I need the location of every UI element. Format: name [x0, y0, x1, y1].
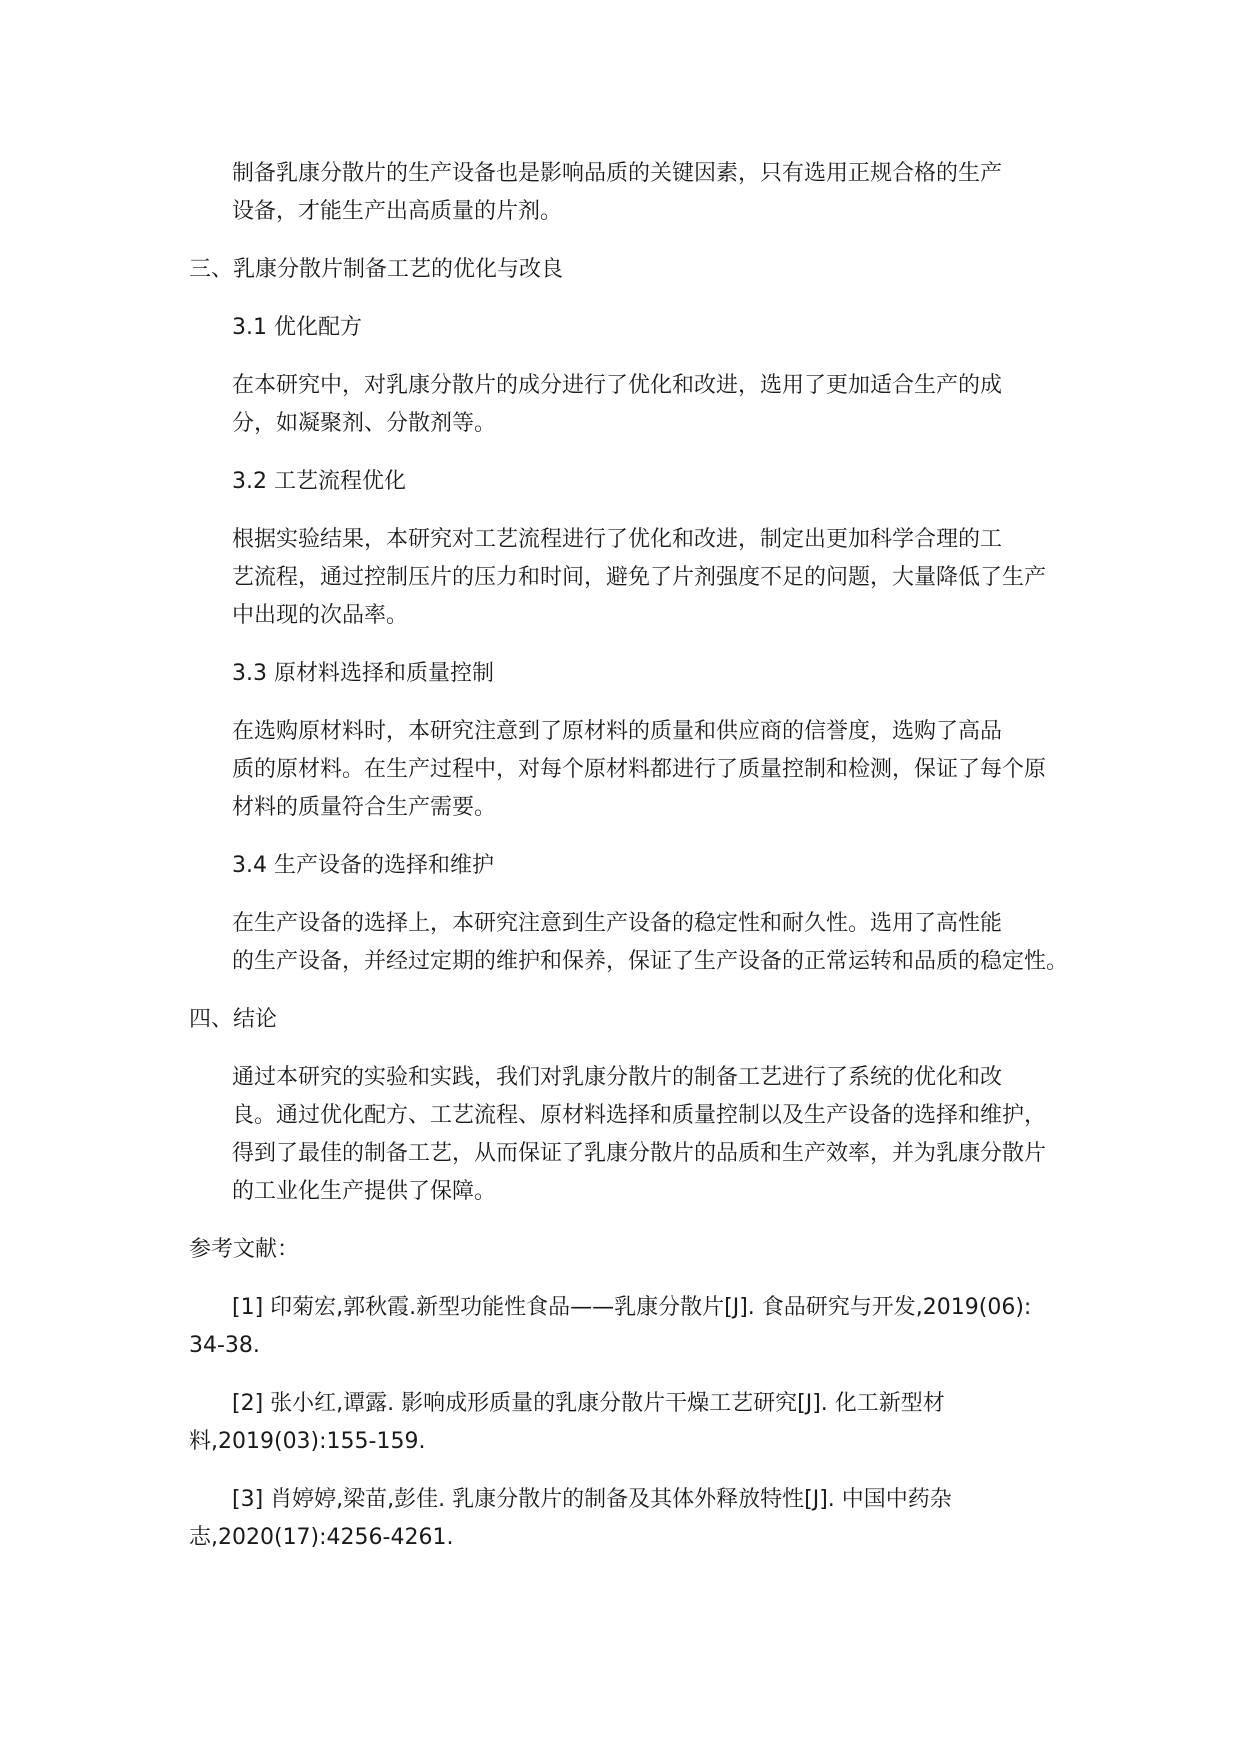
text-line: 质的原材料。在生产过程中，对每个原材料都进行了质量控制和检测，保证了每个原 [232, 757, 1047, 782]
section-4-heading: 四、结论 [189, 1007, 278, 1032]
text-line: 志,2020(17):4256-4261. [189, 1525, 454, 1550]
text-line: 制备乳康分散片的生产设备也是影响品质的关键因素，只有选用正规合格的生产 [232, 161, 1003, 186]
text-line: 通过本研究的实验和实践，我们对乳康分散片的制备工艺进行了系统的优化和改 [232, 1065, 1003, 1090]
subsection-3-1-text [189, 367, 1069, 443]
text-line: [2] 张小红,谭露. 影响成形质量的乳康分散片干燥工艺研究[J]. 化工新型材 [232, 1391, 945, 1416]
page-content [189, 155, 1069, 1577]
section-3-heading: 三、乳康分散片制备工艺的优化与改良 [189, 257, 564, 282]
reference-1 [189, 1289, 1069, 1365]
text-line: 的工业化生产提供了保障。 [232, 1179, 497, 1204]
text-line: 在选购原材料时，本研究注意到了原材料的质量和供应商的信誉度，选购了高品 [232, 719, 1003, 744]
subsection-3-1-heading: 3.1 优化配方 [232, 315, 362, 340]
text-line: 的生产设备，并经过定期的维护和保养，保证了生产设备的正常运转和品质的稳定性。 [232, 949, 1069, 974]
conclusion-text [189, 1059, 1069, 1211]
references-heading: 参考文献： [189, 1237, 300, 1262]
text-line: 分，如凝聚剂、分散剂等。 [232, 411, 497, 436]
text-line: 得到了最佳的制备工艺，从而保证了乳康分散片的品质和生产效率，并为乳康分散片 [232, 1141, 1047, 1166]
subsection-3-3-text [189, 713, 1069, 827]
subsection-3-4-text [189, 905, 1069, 981]
text-line: 根据实验结果，本研究对工艺流程进行了优化和改进，制定出更加科学合理的工 [232, 527, 1003, 552]
subsection-3-3-heading: 3.3 原材料选择和质量控制 [232, 661, 494, 686]
text-line: 34-38. [189, 1333, 260, 1358]
text-line: 设备，才能生产出高质量的片剂。 [232, 199, 563, 224]
text-line: [3] 肖婷婷,梁苗,彭佳. 乳康分散片的制备及其体外释放特性[J]. 中国中药杂 [232, 1487, 952, 1512]
text-line: 料,2019(03):155-159. [189, 1429, 426, 1454]
text-line: 材料的质量符合生产需要。 [232, 795, 497, 820]
text-line: 艺流程，通过控制压片的压力和时间，避免了片剂强度不足的问题，大量降低了生产 [232, 565, 1047, 590]
text-line: 中出现的次品率。 [232, 603, 409, 628]
text-line: 良。通过优化配方、工艺流程、原材料选择和质量控制以及生产设备的选择和维护， [232, 1103, 1047, 1128]
text-line: 在本研究中，对乳康分散片的成分进行了优化和改进，选用了更加适合生产的成 [232, 373, 1003, 398]
reference-2 [189, 1385, 1069, 1461]
text-line: 在生产设备的选择上，本研究注意到生产设备的稳定性和耐久性。选用了高性能 [232, 911, 1003, 936]
subsection-3-2-text [189, 521, 1069, 635]
paragraph-equipment [189, 155, 1069, 231]
subsection-3-4-heading: 3.4 生产设备的选择和维护 [232, 853, 494, 878]
subsection-3-2-heading: 3.2 工艺流程优化 [232, 469, 406, 494]
reference-3 [189, 1481, 1069, 1557]
text-line: [1] 印菊宏,郭秋霞.新型功能性食品——乳康分散片[J]. 食品研究与开发,2019(06): [232, 1295, 1032, 1320]
